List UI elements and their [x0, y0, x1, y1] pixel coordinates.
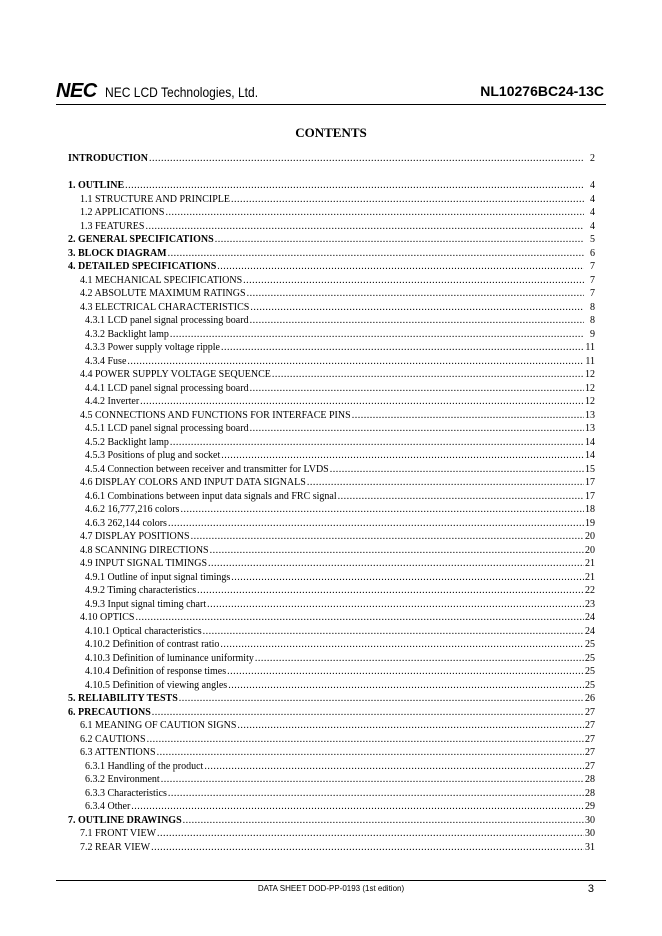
toc-entry-label: 4.9 INPUT SIGNAL TIMINGS [80, 558, 208, 569]
toc-entry-page: 18 [585, 504, 595, 515]
toc-dot-leader [203, 625, 584, 639]
toc-entry-page: 27 [585, 760, 595, 772]
table-of-contents [68, 152, 595, 854]
toc-entry-label: 1.3 FEATURES [80, 220, 145, 232]
toc-dot-leader [157, 827, 584, 841]
toc-dot-leader [149, 152, 584, 166]
toc-dot-leader [180, 503, 584, 517]
toc-entry-label: 6.3.1 Handling of the product [85, 760, 204, 772]
toc-entry-page: 31 [585, 841, 595, 853]
toc-entry[interactable] [68, 665, 595, 679]
toc-entry-label: 4.6.1 Combinations between input data signals and FRC signal [85, 490, 337, 502]
toc-entry-page: 8 [590, 315, 595, 326]
toc-entry[interactable] [68, 368, 595, 382]
toc-entry-label: 4.7 DISPLAY POSITIONS [80, 531, 190, 542]
toc-entry-label: 6.2 CAUTIONS [80, 733, 146, 745]
toc-entry-page: 12 [585, 369, 595, 380]
toc-entry[interactable] [68, 760, 595, 774]
toc-dot-leader [307, 476, 584, 490]
toc-entry-page: 25 [585, 666, 595, 677]
toc-entry-page: 4 [590, 207, 595, 218]
toc-entry[interactable] [68, 193, 595, 207]
toc-entry[interactable] [68, 260, 595, 274]
toc-entry-page: 8 [590, 301, 595, 313]
toc-entry[interactable] [68, 706, 595, 720]
page-title: CONTENTS [295, 125, 367, 140]
toc-entry-label: 4.6.3 262,144 colors [85, 517, 167, 529]
toc-entry[interactable] [68, 382, 595, 396]
toc-dot-leader [217, 260, 584, 274]
toc-entry-label: 4.3 ELECTRICAL CHARACTERISTICS [80, 301, 250, 313]
toc-entry-page: 13 [585, 409, 595, 421]
toc-entry-label: 4.10.3 Definition of luminance uniformity [85, 652, 254, 664]
toc-entry-label: 6.3.4 Other [85, 801, 131, 812]
toc-entry-label: 4. DETAILED SPECIFICATIONS [68, 261, 217, 272]
toc-entry[interactable] [68, 355, 595, 369]
toc-dot-leader [215, 233, 584, 247]
toc-dot-leader [247, 287, 584, 301]
toc-entry-page: 13 [585, 423, 595, 434]
toc-entry[interactable] [68, 544, 595, 558]
toc-entry[interactable] [68, 638, 595, 652]
toc-entry[interactable] [68, 598, 595, 612]
toc-entry-page: 12 [585, 396, 595, 407]
toc-dot-leader [140, 395, 584, 409]
toc-entry-page: 24 [585, 612, 595, 623]
toc-entry-label: 4.5.4 Connection between receiver and transmitter for LVDS [85, 463, 329, 475]
toc-entry-page: 28 [585, 787, 595, 799]
toc-entry[interactable] [68, 692, 595, 706]
toc-dot-leader [250, 422, 584, 436]
toc-entry-label: 4.2 ABSOLUTE MAXIMUM RATINGS [80, 288, 246, 299]
toc-dot-leader [221, 449, 584, 463]
toc-dot-leader [250, 301, 584, 315]
toc-entry-page: 26 [585, 693, 595, 704]
toc-entry[interactable] [68, 206, 595, 220]
toc-dot-leader [338, 490, 584, 504]
toc-entry-page: 22 [585, 585, 595, 596]
toc-entry[interactable] [68, 517, 595, 531]
toc-entry[interactable] [68, 787, 595, 801]
footer-divider [56, 880, 606, 881]
toc-dot-leader [147, 733, 584, 747]
toc-entry[interactable] [68, 746, 595, 760]
toc-entry-label: 4.3.1 LCD panel signal processing board [85, 315, 249, 326]
footer-page-number: 3 [587, 883, 594, 895]
toc-entry[interactable] [68, 179, 595, 193]
toc-entry-page: 7 [590, 288, 595, 299]
toc-entry-label: 6. PRECAUTIONS [68, 706, 151, 718]
toc-dot-leader [237, 719, 584, 733]
toc-entry-label: 4.4.1 LCD panel signal processing board [85, 382, 249, 394]
toc-entry-page: 9 [590, 328, 595, 340]
toc-entry-label: 4.9.3 Input signal timing chart [85, 598, 207, 610]
toc-dot-leader [204, 760, 584, 774]
toc-entry-page: 27 [585, 747, 595, 758]
toc-dot-leader [228, 679, 584, 693]
toc-entry-page: 21 [585, 558, 595, 569]
toc-dot-leader [161, 773, 584, 787]
toc-entry-page: 2 [590, 153, 595, 164]
toc-dot-leader [127, 355, 584, 369]
toc-entry-page: 17 [585, 490, 595, 502]
toc-entry[interactable] [68, 652, 595, 666]
toc-entry-page: 14 [585, 450, 595, 461]
toc-entry-page: 4 [590, 193, 595, 205]
toc-entry-page: 11 [585, 342, 595, 353]
toc-entry[interactable] [68, 247, 595, 261]
toc-entry-page: 19 [585, 517, 595, 529]
toc-dot-leader [231, 193, 584, 207]
toc-entry[interactable] [68, 557, 595, 571]
toc-entry[interactable] [68, 436, 595, 450]
toc-entry-label: 4.10.4 Definition of response times [85, 666, 227, 677]
toc-entry-page: 17 [585, 477, 595, 488]
toc-entry[interactable] [68, 800, 595, 814]
toc-entry[interactable] [68, 463, 595, 477]
toc-dot-leader [255, 652, 584, 666]
toc-entry[interactable] [68, 328, 595, 342]
toc-dot-leader [272, 368, 584, 382]
toc-entry[interactable] [68, 530, 595, 544]
toc-entry[interactable] [68, 476, 595, 490]
toc-entry[interactable] [68, 301, 595, 315]
toc-entry[interactable] [68, 827, 595, 841]
toc-entry-page: 25 [585, 679, 595, 691]
toc-dot-leader [250, 314, 584, 328]
toc-entry-label: 7.2 REAR VIEW [80, 841, 151, 853]
toc-dot-leader [221, 341, 584, 355]
toc-entry-page: 27 [585, 720, 595, 731]
toc-entry[interactable] [68, 152, 595, 166]
toc-dot-leader [125, 179, 584, 193]
toc-dot-leader [157, 746, 584, 760]
toc-entry[interactable] [68, 449, 595, 463]
toc-entry[interactable] [68, 571, 595, 585]
toc-dot-leader [168, 787, 584, 801]
toc-entry[interactable] [68, 584, 595, 598]
toc-entry-label: 4.9.2 Timing characteristics [85, 585, 197, 596]
toc-dot-leader [207, 598, 584, 612]
toc-entry[interactable] [68, 611, 595, 625]
toc-entry-page: 4 [590, 220, 595, 232]
toc-entry[interactable] [68, 422, 595, 436]
toc-entry-page: 20 [585, 531, 595, 542]
toc-entry-page: 30 [585, 828, 595, 839]
toc-entry-page: 11 [585, 355, 595, 367]
toc-entry-label: 1.1 STRUCTURE AND PRINCIPLE [80, 193, 231, 205]
toc-entry-label: 4.10.2 Definition of contrast ratio [85, 639, 220, 650]
toc-entry[interactable] [68, 395, 595, 409]
toc-entry-label: 4.10.1 Optical characteristics [85, 625, 202, 637]
toc-dot-leader [170, 436, 584, 450]
toc-entry-page: 23 [585, 598, 595, 610]
toc-entry-page: 15 [585, 463, 595, 475]
toc-entry-page: 24 [585, 625, 595, 637]
header-divider [56, 104, 606, 105]
toc-dot-leader [243, 274, 584, 288]
toc-dot-leader [168, 247, 584, 261]
toc-entry-page: 20 [585, 544, 595, 556]
toc-entry-label: 4.3.4 Fuse [85, 355, 127, 367]
toc-entry-page: 6 [590, 247, 595, 259]
toc-entry[interactable] [68, 341, 595, 355]
toc-entry-page: 14 [585, 436, 595, 448]
toc-dot-leader [152, 706, 584, 720]
toc-entry-label: 4.5.3 Positions of plug and socket [85, 450, 221, 461]
model-number: NL10276BC24-13C [480, 83, 604, 99]
toc-entry-label: 7. OUTLINE DRAWINGS [68, 814, 182, 826]
toc-entry-page: 27 [585, 733, 595, 745]
toc-entry-label: 4.3.3 Power supply voltage ripple [85, 342, 220, 353]
toc-entry-label: 2. GENERAL SPECIFICATIONS [68, 234, 214, 245]
toc-entry[interactable] [68, 841, 595, 855]
toc-entry-page: 4 [590, 180, 595, 191]
toc-entry[interactable] [68, 314, 595, 328]
toc-entry[interactable] [68, 274, 595, 288]
toc-entry[interactable] [68, 503, 595, 517]
toc-entry[interactable] [68, 490, 595, 504]
toc-entry-page: 7 [590, 261, 595, 272]
toc-entry-label: 4.4.2 Inverter [85, 396, 140, 407]
toc-dot-leader [165, 206, 584, 220]
company-name: NEC LCD Technologies, Ltd. [104, 84, 258, 100]
toc-entry-label: 7.1 FRONT VIEW [80, 828, 157, 839]
toc-entry-label: INTRODUCTION [68, 153, 149, 164]
toc-entry[interactable] [68, 409, 595, 423]
toc-dot-leader [183, 814, 584, 828]
toc-entry-label: 4.1 MECHANICAL SPECIFICATIONS [80, 274, 243, 286]
toc-entry-page: 25 [585, 652, 595, 664]
toc-entry-label: 4.9.1 Outline of input signal timings [85, 571, 231, 583]
toc-entry-label: 4.5.2 Backlight lamp [85, 436, 169, 448]
toc-entry-label: 4.6 DISPLAY COLORS AND INPUT DATA SIGNALS [80, 477, 306, 488]
toc-entry-label: 4.5.1 LCD panel signal processing board [85, 423, 249, 434]
toc-entry-label: 4.4 POWER SUPPLY VOLTAGE SEQUENCE [80, 369, 271, 380]
toc-entry-page: 12 [585, 382, 595, 394]
toc-entry-page: 25 [585, 639, 595, 650]
page-header [56, 80, 606, 106]
toc-entry[interactable] [68, 220, 595, 234]
toc-entry-page: 21 [585, 571, 595, 583]
nec-logo-mark: NEC [56, 80, 97, 102]
toc-entry-page: 29 [585, 801, 595, 812]
toc-entry[interactable] [68, 719, 595, 733]
toc-dot-leader [191, 530, 584, 544]
toc-dot-leader [145, 220, 584, 234]
toc-entry-page: 27 [585, 706, 595, 718]
toc-entry-label: 4.5 CONNECTIONS AND FUNCTIONS FOR INTERFACE PINS [80, 409, 351, 421]
toc-dot-leader [168, 517, 584, 531]
toc-entry-label: 4.6.2 16,777,216 colors [85, 504, 180, 515]
toc-dot-leader [227, 665, 584, 679]
toc-entry-page: 28 [585, 774, 595, 785]
toc-entry-label: 6.3.3 Characteristics [85, 787, 167, 799]
toc-entry-label: 4.10 OPTICS [80, 612, 135, 623]
toc-entry-label: 4.3.2 Backlight lamp [85, 328, 169, 340]
toc-entry[interactable] [68, 625, 595, 639]
toc-entry[interactable] [68, 233, 595, 247]
toc-entry-label: 6.1 MEANING OF CAUTION SIGNS [80, 720, 237, 731]
toc-dot-leader [220, 638, 584, 652]
toc-entry[interactable] [68, 814, 595, 828]
toc-entry-page: 7 [590, 274, 595, 286]
toc-entry-label: 1. OUTLINE [68, 180, 125, 191]
company-logo [56, 80, 283, 102]
toc-dot-leader [208, 557, 584, 571]
toc-dot-leader [131, 800, 584, 814]
toc-entry-label: 4.8 SCANNING DIRECTIONS [80, 544, 209, 556]
toc-dot-leader [170, 328, 584, 342]
toc-entry-label: 6.3 ATTENTIONS [80, 747, 156, 758]
toc-entry-label: 6.3.2 Environment [85, 774, 160, 785]
toc-dot-leader [352, 409, 584, 423]
toc-entry[interactable] [68, 773, 595, 787]
toc-entry-page: 5 [590, 234, 595, 245]
toc-dot-leader [231, 571, 584, 585]
toc-entry[interactable] [68, 287, 595, 301]
footer-document-id: DATA SHEET DOD-PP-0193 (1st edition) [257, 884, 405, 893]
toc-dot-leader [179, 692, 584, 706]
toc-entry-label: 3. BLOCK DIAGRAM [68, 247, 167, 259]
toc-dot-leader [330, 463, 584, 477]
toc-entry[interactable] [68, 679, 595, 693]
toc-dot-leader [151, 841, 584, 855]
toc-entry[interactable] [68, 733, 595, 747]
toc-entry-label: 4.10.5 Definition of viewing angles [85, 679, 228, 691]
toc-dot-leader [135, 611, 584, 625]
toc-dot-leader [197, 584, 584, 598]
toc-entry-page: 30 [585, 814, 595, 826]
toc-dot-leader [250, 382, 584, 396]
toc-entry-label: 5. RELIABILITY TESTS [68, 693, 178, 704]
toc-entry-label: 1.2 APPLICATIONS [80, 207, 165, 218]
toc-dot-leader [210, 544, 584, 558]
